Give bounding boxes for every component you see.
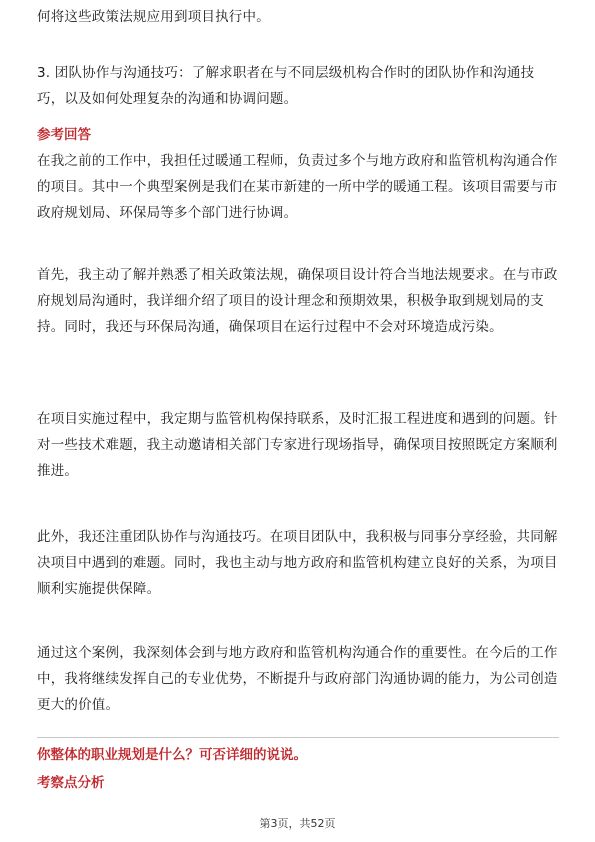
item-3-text: 3. 团队协作与沟通技巧：了解求职者在与不同层级机构合作时的团队协作和沟通技巧，以及如何处理复杂的沟通和协调问题。 [37, 65, 535, 107]
continuation-text: 何将这些政策法规应用到项目执行中。 [37, 9, 270, 25]
next-question-heading: 你整体的职业规划是什么？可否详细的说说。 [37, 747, 307, 763]
section-divider [37, 737, 559, 738]
analysis-heading: 考察点分析 [37, 775, 105, 791]
answer-paragraph-1: 在我之前的工作中，我担任过暖通工程师，负责过多个与地方政府和监管机构沟通合作的项目。其中一个典型案例是我们在某市新建的一所中学的暖通工程。该项目需要与市政府规划局、环保局等多个部门进行协调。 [37, 153, 558, 221]
answer-paragraph-5: 通过这个案例，我深刻体会到与地方政府和监管机构沟通合作的重要性。在今后的工作中，我将继续发挥自己的专业优势，不断提升与政府部门沟通协调的能力，为公司创造更大的价值。 [37, 645, 558, 713]
answer-paragraph-2: 首先，我主动了解并熟悉了相关政策法规，确保项目设计符合当地法规要求。在与市政府规划局沟通时，我详细介绍了项目的设计理念和预期效果，积极争取到规划局的支持。同时，我还与环保局沟通，确保项目在运行过程中不会对环境造成污染。 [37, 267, 558, 335]
page-number-footer: 第3页，共52页 [259, 817, 336, 830]
answer-paragraph-4: 此外，我还注重团队协作与沟通技巧。在项目团队中，我积极与同事分享经验，共同解决项目中遇到的难题。同时，我也主动与地方政府和监管机构建立良好的关系，为项目顺利实施提供保障。 [37, 529, 558, 597]
answer-paragraph-3: 在项目实施过程中，我定期与监管机构保持联系，及时汇报工程进度和遇到的问题。针对一些技术难题，我主动邀请相关部门专家进行现场指导，确保项目按照既定方案顺利推进。 [37, 411, 558, 479]
reference-answer-heading: 参考回答 [37, 127, 91, 143]
